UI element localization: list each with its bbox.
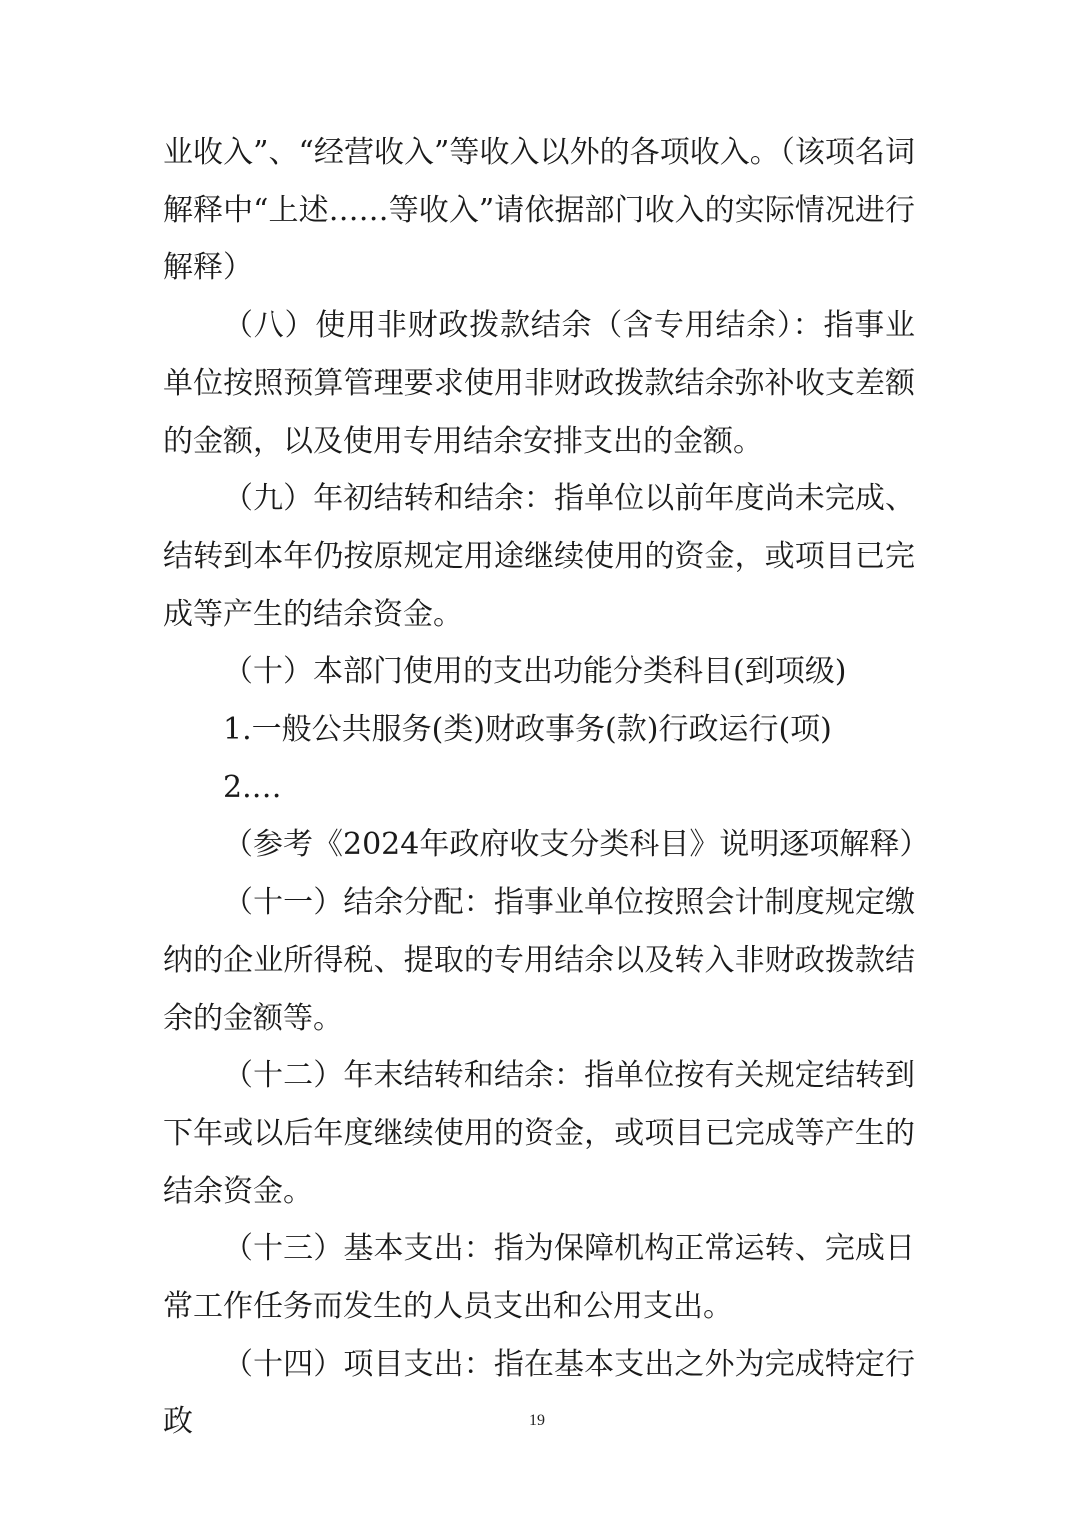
paragraph-item-12: （十二）年末结转和结余：指单位按有关规定结转到下年或以后年度继续使用的资金，或项目已完成等产生的结余资金。	[163, 1058, 915, 1209]
paragraph-item-10-sub-2: 2.…	[223, 769, 282, 805]
paragraph-item-10-reference: （参考《2024年政府收支分类科目》说明逐项解释）	[223, 827, 930, 863]
paragraph-item-8: （八）使用非财政拨款结余（含专用结余）：指事业单位按照预算管理要求使用非财政拨款结余弥补收支差额的金额，以及使用专用结余安排支出的金额。	[163, 308, 915, 459]
body-text	[163, 124, 930, 1451]
page-number: 19	[529, 1412, 545, 1429]
paragraph-item-10: （十）本部门使用的支出功能分类科目(到项级)	[223, 654, 847, 690]
paragraph-item-9: （九）年初结转和结余：指单位以前年度尚未完成、结转到本年仍按原规定用途继续使用的资金，或项目已完成等产生的结余资金。	[163, 481, 915, 632]
paragraph-item-14: （十四）项目支出：指在基本支出之外为完成特定行政	[163, 1346, 915, 1440]
paragraph-continuation: 业收入”、“经营收入”等收入以外的各项收入。（该项名词解释中“上述……等收入”请依据部门收入的实际情况进行解释）	[163, 135, 915, 286]
paragraph-item-11: （十一）结余分配：指事业单位按照会计制度规定缴纳的企业所得税、提取的专用结余以及转入非财政拨款结余的金额等。	[163, 885, 915, 1036]
paragraph-item-13: （十三）基本支出：指为保障机构正常运转、完成日常工作任务而发生的人员支出和公用支出。	[163, 1231, 915, 1325]
paragraph-item-10-sub-1: 1.一般公共服务(类)财政事务(款)行政运行(项)	[223, 712, 832, 748]
